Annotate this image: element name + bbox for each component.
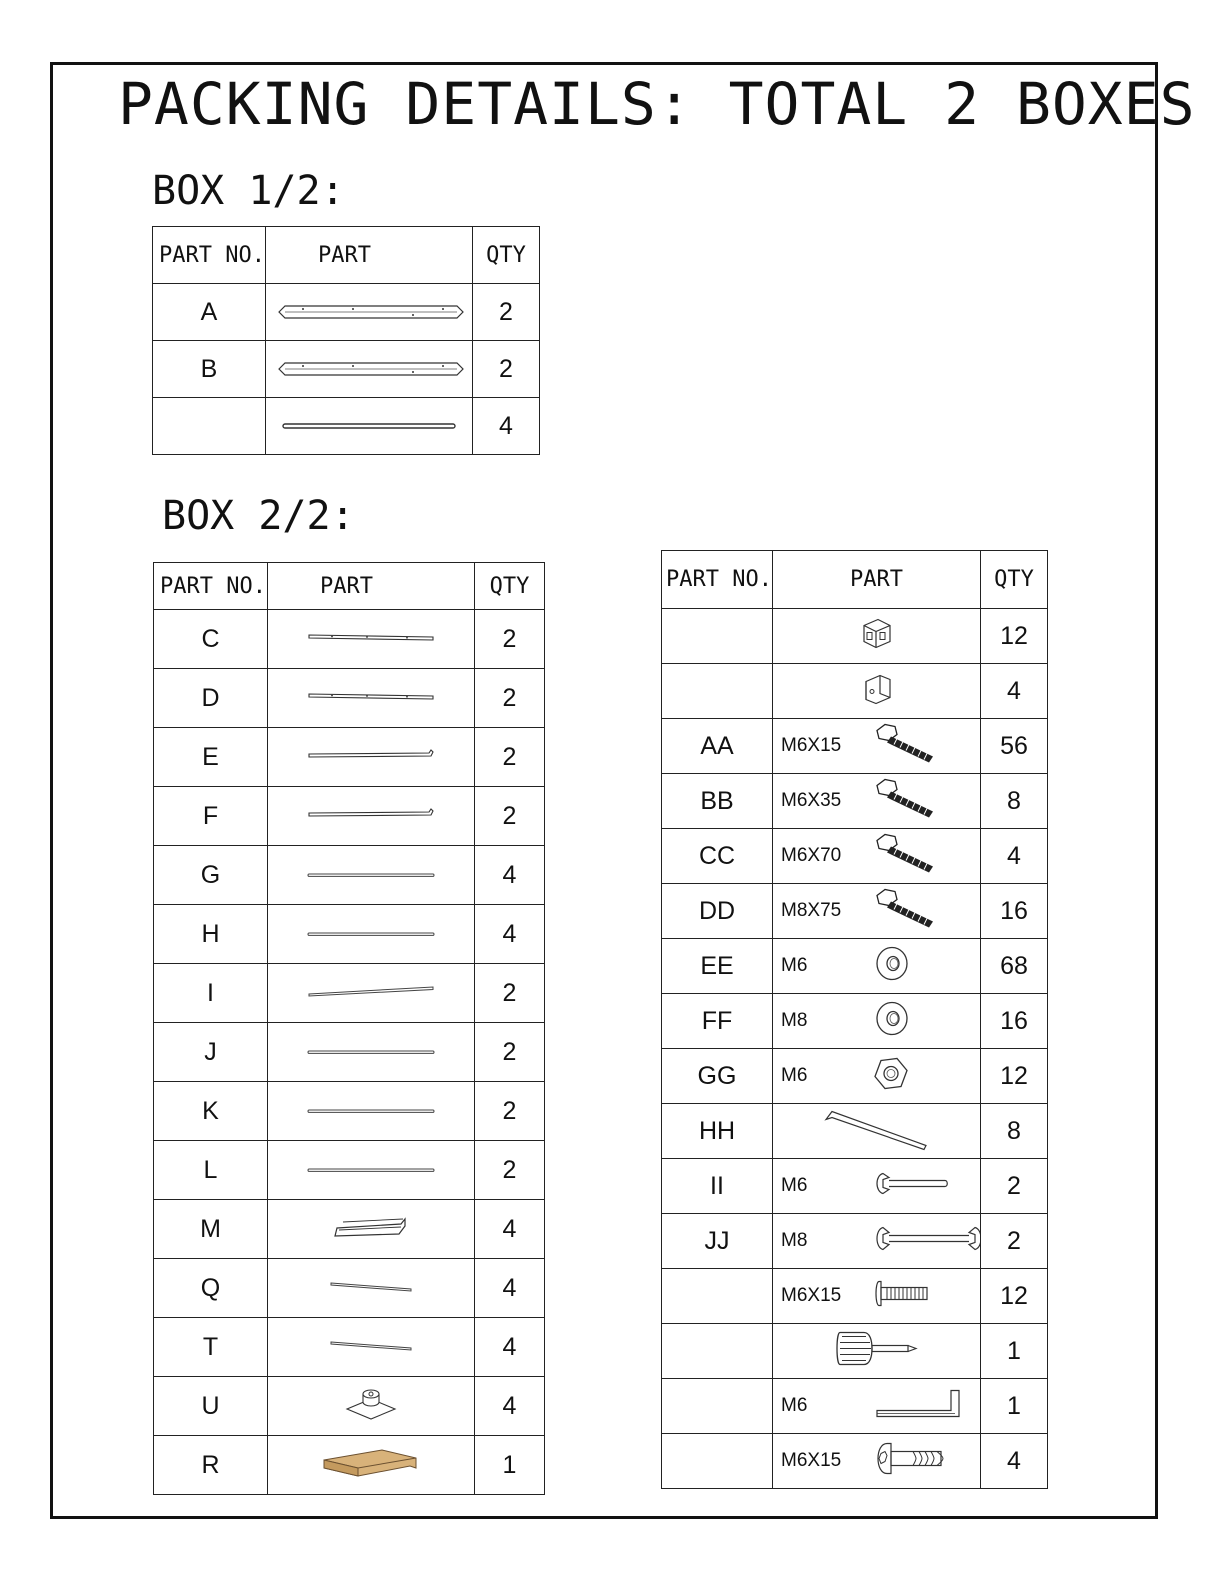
part-spec-label: M8 [781, 1010, 808, 1031]
part-spec-label: M6 [781, 1175, 808, 1196]
part-image-cell [773, 1159, 981, 1214]
short-angled-rod-icon [329, 1338, 413, 1357]
part-spec-label: M8 [781, 1230, 808, 1251]
part-image-cell [266, 341, 473, 398]
qty-cell: 4 [475, 1200, 545, 1259]
table-row [662, 1379, 1048, 1434]
part-no-cell [662, 1324, 773, 1379]
part-no-cell: A [153, 284, 266, 341]
hex-bolt-icon [873, 888, 939, 935]
box2-heading: BOX 2/2: [162, 493, 355, 539]
qty-cell: 12 [981, 1269, 1048, 1324]
part-no-cell: I [154, 964, 268, 1023]
part-image-cell [268, 1318, 475, 1377]
box1-heading: BOX 1/2: [152, 168, 345, 214]
part-image-cell [266, 284, 473, 341]
long-frame-tube-icon [273, 359, 465, 379]
part-image-cell [773, 719, 981, 774]
qty-cell: 16 [981, 994, 1048, 1049]
part-no-cell: CC [662, 829, 773, 884]
qty-cell: 4 [475, 1318, 545, 1377]
allen-key-icon [873, 1387, 963, 1426]
thin-rod-icon [306, 925, 436, 943]
qty-cell: 4 [475, 1259, 545, 1318]
header-qty: QTY [475, 563, 545, 610]
qty-cell: 4 [473, 398, 540, 455]
corner-bracket-icon [860, 618, 894, 655]
part-image-cell [268, 728, 475, 787]
qty-cell: 8 [981, 774, 1048, 829]
table-row [154, 1318, 545, 1377]
part-image-cell [268, 1436, 475, 1495]
hex-bolt-icon [873, 723, 939, 770]
box2-left-table [153, 562, 545, 1495]
part-no-cell: II [662, 1159, 773, 1214]
qty-cell: 56 [981, 719, 1048, 774]
part-no-cell: Q [154, 1259, 268, 1318]
part-no-cell: F [154, 787, 268, 846]
part-spec-label: M8X75 [781, 900, 842, 921]
part-no-cell: H [154, 905, 268, 964]
table-row [662, 939, 1048, 994]
part-no-cell: D [154, 669, 268, 728]
part-image-cell [773, 1324, 981, 1379]
part-no-cell [662, 1379, 773, 1434]
qty-cell: 2 [473, 341, 540, 398]
qty-cell: 2 [981, 1159, 1048, 1214]
part-image-cell [268, 905, 475, 964]
part-no-cell: G [154, 846, 268, 905]
table-row [154, 787, 545, 846]
table-row [154, 1023, 545, 1082]
part-image-cell [266, 398, 473, 455]
part-no-cell: AA [662, 719, 773, 774]
thin-rod-icon [306, 1043, 436, 1061]
tube-with-holes-icon [307, 689, 435, 707]
part-spec-label: M6X70 [781, 845, 842, 866]
box2-right-table [661, 550, 1048, 1489]
part-no-cell: EE [662, 939, 773, 994]
thin-rod-icon [306, 1161, 436, 1179]
part-spec-label: M6X15 [781, 735, 842, 756]
table-header-row [662, 551, 1048, 609]
channel-bracket-icon [333, 1216, 409, 1243]
qty-cell: 2 [475, 1023, 545, 1082]
double-wrench-icon [873, 1224, 981, 1259]
washer-icon [873, 945, 911, 988]
part-no-cell: R [154, 1436, 268, 1495]
part-image-cell [773, 1049, 981, 1104]
qty-cell: 4 [475, 905, 545, 964]
table-row [154, 905, 545, 964]
part-no-cell: DD [662, 884, 773, 939]
part-image-cell [268, 964, 475, 1023]
hex-nut-icon [873, 1057, 909, 1096]
part-no-cell: M [154, 1200, 268, 1259]
part-no-cell: J [154, 1023, 268, 1082]
part-no-cell: JJ [662, 1214, 773, 1269]
open-wrench-icon [873, 1170, 949, 1203]
qty-cell: 4 [475, 846, 545, 905]
part-image-cell [268, 1259, 475, 1318]
header-part: PART [266, 227, 473, 284]
part-no-cell: B [153, 341, 266, 398]
table-row [662, 1159, 1048, 1214]
part-image-cell [268, 669, 475, 728]
table-row [154, 1259, 545, 1318]
screwdriver-icon [834, 1329, 920, 1374]
short-angled-rod-icon [329, 1279, 413, 1298]
part-image-cell [773, 1214, 981, 1269]
part-image-cell [268, 1141, 475, 1200]
table-row [662, 719, 1048, 774]
table-header-row [154, 563, 545, 610]
part-no-cell: L [154, 1141, 268, 1200]
part-image-cell [268, 1082, 475, 1141]
table-row [662, 829, 1048, 884]
socket-screw-icon [873, 1442, 949, 1481]
table-row [662, 664, 1048, 719]
part-no-cell: C [154, 610, 268, 669]
part-spec-label: M6 [781, 1395, 808, 1416]
carriage-bolt-icon [873, 1280, 929, 1313]
qty-cell: 4 [981, 664, 1048, 719]
qty-cell: 12 [981, 609, 1048, 664]
table-row [153, 398, 540, 455]
qty-cell: 16 [981, 884, 1048, 939]
long-rod-icon [281, 421, 457, 431]
part-no-cell: K [154, 1082, 268, 1141]
table-row [153, 341, 540, 398]
part-image-cell [773, 1269, 981, 1324]
part-spec-label: M6X35 [781, 790, 842, 811]
qty-cell: 1 [475, 1436, 545, 1495]
hex-bolt-icon [873, 833, 939, 880]
header-qty: QTY [981, 551, 1048, 609]
table-row [154, 669, 545, 728]
hex-bolt-icon [873, 778, 939, 825]
table-row [662, 1324, 1048, 1379]
table-row [154, 1141, 545, 1200]
long-pin-icon [822, 1106, 932, 1157]
part-image-cell [773, 1379, 981, 1434]
part-image-cell [773, 829, 981, 884]
table-row [153, 284, 540, 341]
header-part-no: PART NO. [154, 563, 268, 610]
qty-cell: 4 [981, 829, 1048, 884]
part-spec-label: M6X15 [781, 1285, 842, 1306]
part-image-cell [773, 939, 981, 994]
thin-rod-icon [306, 866, 436, 884]
qty-cell: 2 [475, 1082, 545, 1141]
table-row [662, 1049, 1048, 1104]
header-part-no: PART NO. [153, 227, 266, 284]
part-image-cell [773, 884, 981, 939]
part-image-cell [773, 664, 981, 719]
header-part-no: PART NO. [662, 551, 773, 609]
thin-rod-icon [306, 1102, 436, 1120]
base-plate-icon [343, 1385, 399, 1428]
washer-icon [873, 1000, 911, 1043]
part-no-cell: GG [662, 1049, 773, 1104]
part-spec-label: M6 [781, 1065, 808, 1086]
part-no-cell: E [154, 728, 268, 787]
part-image-cell [773, 1434, 981, 1489]
wooden-panel-icon [322, 1446, 420, 1485]
qty-cell: 12 [981, 1049, 1048, 1104]
page-title: PACKING DETAILS: TOTAL 2 BOXES [118, 70, 1196, 138]
part-no-cell: U [154, 1377, 268, 1436]
table-row [662, 1434, 1048, 1489]
header-qty: QTY [473, 227, 540, 284]
table-row [154, 1436, 545, 1495]
header-part: PART [268, 563, 475, 610]
table-header-row [153, 227, 540, 284]
qty-cell: 2 [475, 728, 545, 787]
table-row [154, 1082, 545, 1141]
part-image-cell [773, 994, 981, 1049]
tube-with-holes-icon [307, 630, 435, 648]
qty-cell: 1 [981, 1379, 1048, 1434]
table-row [662, 884, 1048, 939]
hooked-tube-icon [307, 748, 435, 767]
table-row [154, 1377, 545, 1436]
table-row [154, 1200, 545, 1259]
qty-cell: 4 [981, 1434, 1048, 1489]
part-image-cell [268, 1200, 475, 1259]
qty-cell: 2 [475, 1141, 545, 1200]
qty-cell: 1 [981, 1324, 1048, 1379]
qty-cell: 2 [475, 610, 545, 669]
part-image-cell [268, 610, 475, 669]
table-row [154, 964, 545, 1023]
part-no-cell [662, 1434, 773, 1489]
part-no-cell: HH [662, 1104, 773, 1159]
part-image-cell [773, 774, 981, 829]
qty-cell: 2 [981, 1214, 1048, 1269]
long-frame-tube-icon [273, 302, 465, 322]
table-row [154, 728, 545, 787]
part-no-cell: T [154, 1318, 268, 1377]
part-image-cell [773, 609, 981, 664]
part-spec-label: M6X15 [781, 1450, 842, 1471]
table-row [154, 846, 545, 905]
table-row [662, 774, 1048, 829]
table-row [154, 610, 545, 669]
qty-cell: 2 [475, 787, 545, 846]
part-image-cell [268, 787, 475, 846]
part-image-cell [268, 1377, 475, 1436]
box1-table [152, 226, 540, 455]
hooked-tube-icon [307, 807, 435, 826]
part-no-cell [153, 398, 266, 455]
qty-cell: 2 [473, 284, 540, 341]
part-image-cell [268, 846, 475, 905]
part-no-cell: FF [662, 994, 773, 1049]
qty-cell: 4 [475, 1377, 545, 1436]
angled-rod-icon [307, 984, 435, 1002]
table-row [662, 1269, 1048, 1324]
part-no-cell [662, 1269, 773, 1324]
qty-cell: 2 [475, 964, 545, 1023]
header-part: PART [773, 551, 981, 609]
part-image-cell [773, 1104, 981, 1159]
part-no-cell [662, 609, 773, 664]
part-spec-label: M6 [781, 955, 808, 976]
table-row [662, 609, 1048, 664]
table-row [662, 1214, 1048, 1269]
part-image-cell [268, 1023, 475, 1082]
l-bracket-icon [860, 672, 894, 711]
qty-cell: 8 [981, 1104, 1048, 1159]
part-no-cell: BB [662, 774, 773, 829]
table-row [662, 1104, 1048, 1159]
table-row [662, 994, 1048, 1049]
qty-cell: 2 [475, 669, 545, 728]
qty-cell: 68 [981, 939, 1048, 994]
part-no-cell [662, 664, 773, 719]
